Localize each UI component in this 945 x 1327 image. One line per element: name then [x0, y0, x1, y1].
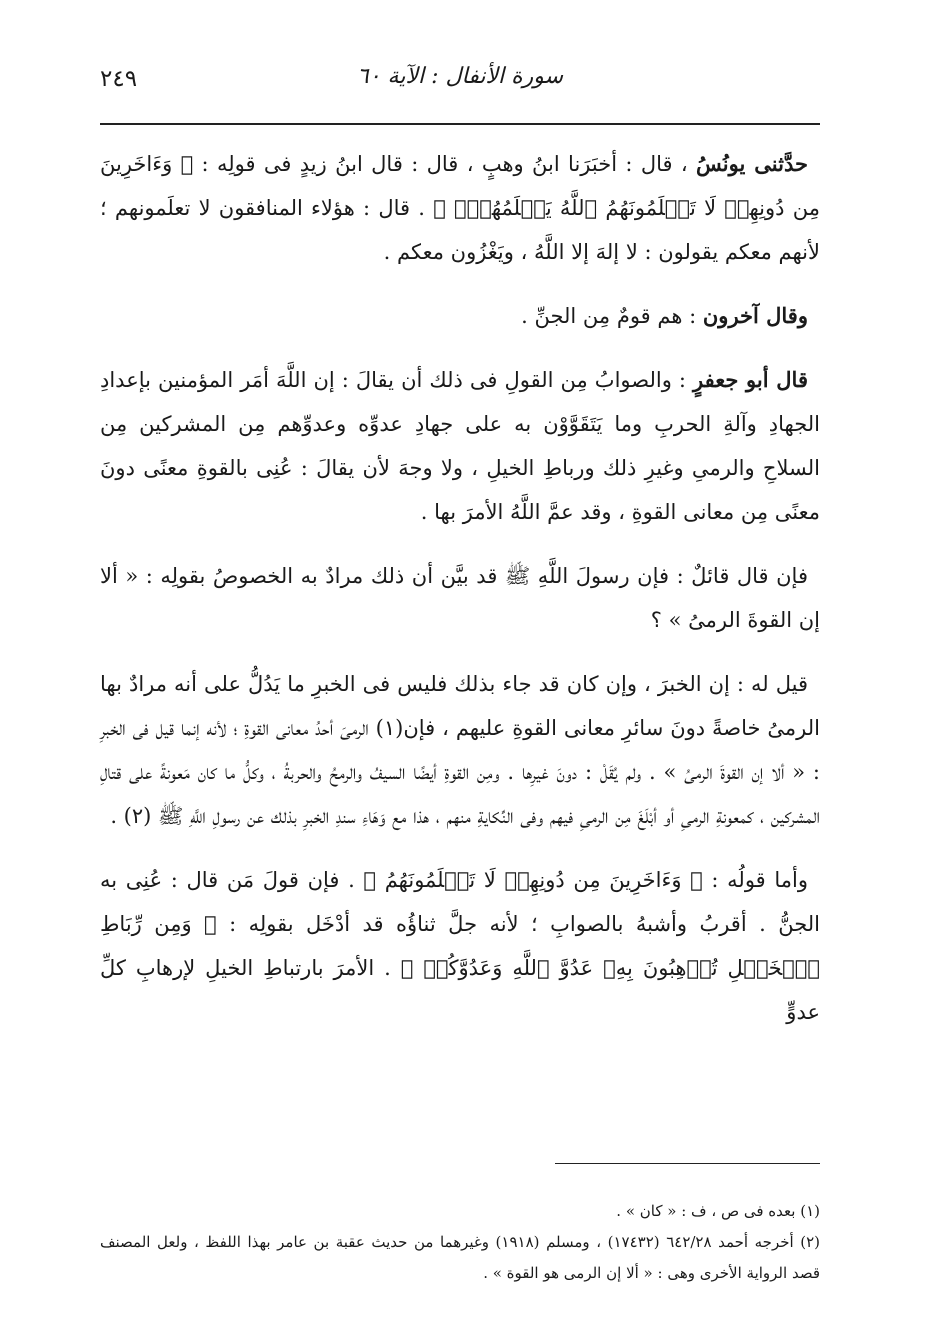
paragraph-lead: حدَّثنى يونُسُ	[696, 151, 808, 176]
paragraph-text: : والصوابُ مِن القولِ فى ذلك أن يقالَ : إن اللَّهَ أمَر المؤمنين بإعدادِ الجهادِ وآلةِ الحربِ وما يَتَقَوَّوْن به على جهادِ عدوِّه وعدوِّهم مِن المشركين مِن السلاحِ والرمىِ وغيرِ ذلك ورباطِ الخيلِ ، ولا وجهَ لأن يقالَ : عُنِى بالقوةِ معنًى دونَ معنًى مِن معانى القوةِ ، وقد عمَّ اللَّهُ الأمرَ بها .	[100, 368, 820, 524]
footnote: (٢) أخرجه أحمد ٦٤٢/٢٨ (١٧٤٣٢) ، ومسلم (١٩١٨) وغيرهما من حديث عقبة بن عامر بهذا اللفظ ، ولعل المصنف قصد الرواية الأخرى وهى : « ألا إن الرمى هو القوة » .	[100, 1233, 821, 1282]
paragraph	[100, 358, 820, 534]
footnote-divider	[555, 1163, 820, 1164]
paragraph-text: فإن قال قائلٌ : فإن رسولَ اللَّهِ ﷺ قد بيَّن أن ذلك مرادٌ به الخصوصُ بقولِه : « ألا إن القوةَ الرمىُ » ؟	[100, 564, 820, 632]
paragraph-lead: قال أبو جعفرٍ	[693, 367, 808, 392]
running-head: سورة الأنفال : الآية ٦٠	[356, 64, 564, 89]
page-number: ٢٤٩	[100, 66, 138, 92]
paragraph	[100, 554, 820, 642]
paragraph	[100, 142, 820, 274]
paragraph-lead: وقال آخرون	[702, 303, 808, 328]
paragraph-text: قيل له : إن الخبرَ ، وإن كان قد جاء بذلك فليس فى الخبرِ ما يَدُلُّ على أنه مرادٌ بها الرمىُ خاصةً دونَ سائرِ معانى القوةِ عليهم ، فإن(١) الرمىَ أحدُ معانى القوةِ ؛ لأنه إنما قيل فى الخبرِ : « ألا إن القوةَ الرمىُ » . ولم يُقَلْ : دونَ غيرِها . ومِن القوةِ أيضًا السيفُ والرمحُ والحربةُ ، وكلُّ ما كان مَعونةً على قتالِ المشركين ، كمعونةِ الرمىِ أو أبْلَغَ مِن الرمىِ فيهم وفى النِّكايةِ منهم ، هذا مع وَهَاءِ سندِ الخبرِ بذلك عن رسولِ اللَّهِ ﷺ (٢) .	[100, 672, 820, 828]
paragraph	[100, 294, 820, 338]
footnotes	[100, 1196, 820, 1289]
body-text	[100, 142, 820, 1042]
paragraph	[100, 858, 820, 1034]
paragraph-text: ، قال : أخبَرَنا ابنُ وهبٍ ، قال : قال ابنُ زيدٍ فى قولِه : ﴿ وَءَاخَرِينَ مِن دُونِهِمۡ لَا تَعۡلَمُونَهُمُ ٱللَّهُ يَعۡلَمُهُمۡۚ ﴾ . قال : هؤلاء المنافقون لا تعلَمونهم ؛ لأنهم معكم يقولون : لا إلهَ إلا اللَّهُ ، ويَغْزُون معكم .	[100, 152, 820, 264]
footnote: (١) بعده فى ص ، ف : « كان » .	[616, 1202, 820, 1220]
page-header	[100, 58, 820, 98]
paragraph-text: : هم قومٌ مِن الجنِّ .	[521, 304, 697, 328]
paragraph-text: وأما قولُه : ﴿ وَءَاخَرِينَ مِن دُونِهِمۡ لَا تَعۡلَمُونَهُمُ ﴾ . فإن قولَ مَن قال : عُنِى به الجنُّ . أقربُ وأشبهُ بالصوابِ ؛ لأنه جلَّ ثناؤُه قد أدْخَل بقولِه : ﴿ وَمِن رِّبَاطِ ٱلۡخَيۡلِ تُرۡهِبُونَ بِهِۦ عَدُوَّ ٱللَّهِ وَعَدُوَّكُمۡ ﴾ . الأمرَ بارتباطِ الخيلِ لإرهابِ كلِّ عدوٍّ	[100, 868, 820, 1024]
paragraph	[100, 662, 820, 838]
header-divider	[100, 123, 820, 125]
